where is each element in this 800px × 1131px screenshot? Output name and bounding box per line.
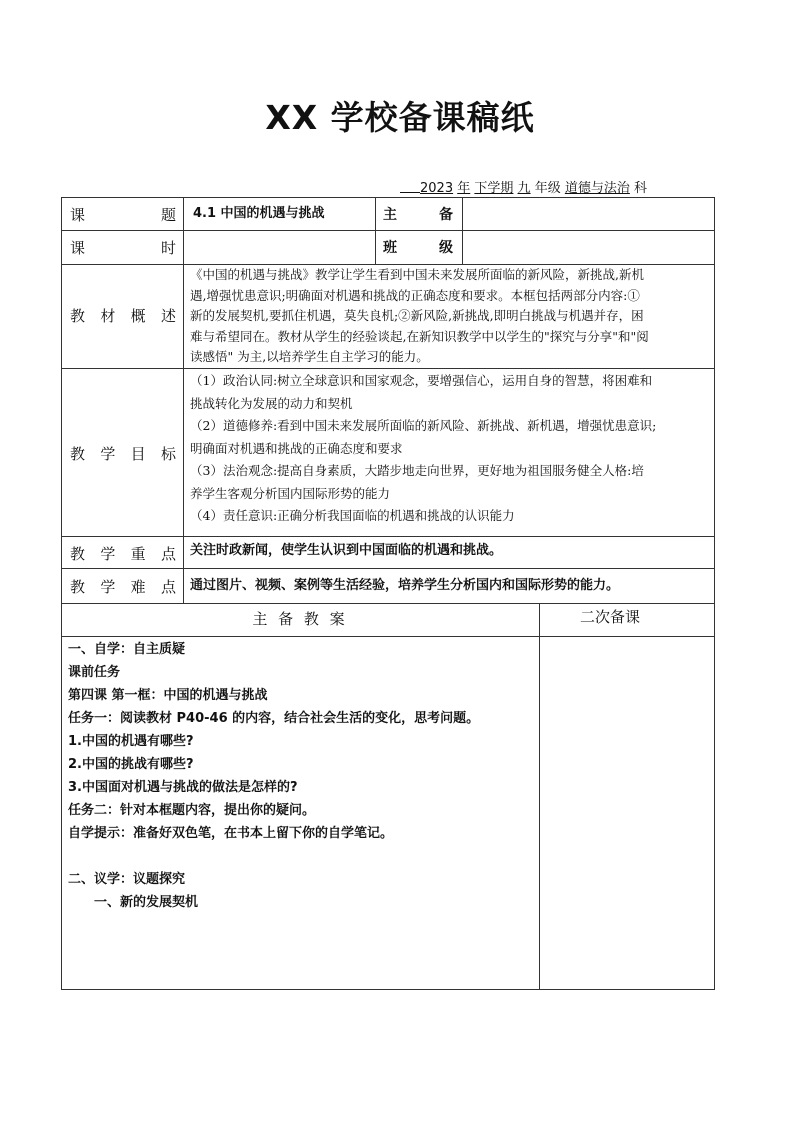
goals-text	[190, 370, 712, 528]
label-char: 课	[70, 239, 86, 257]
label-char: 述	[160, 307, 176, 325]
meta-year: 2023	[420, 181, 454, 196]
plan-line: 第四课 第一框：中国的机遇与挑战	[68, 688, 268, 703]
label-char: 课	[70, 206, 86, 224]
label-topic	[70, 204, 176, 225]
label-char: 学	[100, 445, 116, 463]
label-class	[383, 237, 453, 257]
label-char: 点	[160, 578, 176, 596]
overview-line: 《中国的机遇与挑战》教学让学生看到中国未来发展所面临的新风险，新挑战,新机	[190, 267, 644, 282]
label-key-point	[70, 543, 176, 564]
meta-term: 下学期	[474, 181, 514, 196]
label-char: 目	[130, 445, 146, 463]
goal-line: 挑战转化为发展的动力和契机	[190, 395, 353, 411]
label-goals	[70, 443, 176, 464]
key-point-text: 关注时政新闻，使学生认识到中国面临的机遇和挑战。	[190, 543, 503, 558]
plan-body	[68, 638, 533, 914]
goal-line: （3）法治观念:提高自身素质，大踏步地走向世界，更好地为祖国服务健全人格:培	[190, 463, 644, 478]
plan-line: 自学提示：准备好双色笔，在书本上留下你的自学笔记。	[68, 826, 394, 841]
col-divider	[183, 197, 184, 603]
label-char: 教	[70, 545, 86, 563]
row-divider	[61, 636, 715, 637]
plan-header: 主 备 教 案	[252, 610, 348, 628]
label-char: 级	[439, 240, 453, 256]
label-char: 材	[100, 307, 116, 325]
label-char: 学	[100, 545, 116, 563]
label-char: 班	[383, 240, 397, 256]
row-divider	[61, 230, 715, 231]
row-divider	[61, 368, 715, 369]
plan-line	[68, 845, 533, 868]
label-char: 教	[70, 578, 86, 596]
row-divider	[61, 536, 715, 537]
difficulty-text: 通过图片、视频、案例等生活经验，培养学生分析国内和国际形势的能力。	[190, 578, 620, 593]
overview-line: 读感悟" 为主,以培养学生自主学习的能力。	[190, 349, 429, 364]
col-divider	[375, 197, 376, 264]
goal-line: （4）责任意识:正确分析我国面临的机遇和挑战的认识能力	[190, 508, 515, 523]
meta-year-suffix: 年	[457, 181, 471, 196]
blank-underline	[400, 180, 420, 193]
goal-line: （1）政治认同:树立全球意识和国家观念，要增强信心，运用自身的智慧，将困难和	[190, 373, 653, 388]
page-title: XX 学校备课稿纸	[265, 98, 535, 137]
label-char: 难	[130, 578, 146, 596]
overview-line: 遇,增强忧患意识;明确面对机遇和挑战的正确态度和要求。本框包括两部分内容:①	[190, 287, 640, 303]
goal-line: 明确面对机遇和挑战的正确态度和要求	[190, 440, 403, 456]
label-char: 教	[70, 445, 86, 463]
label-char: 主	[383, 207, 397, 223]
label-char: 概	[130, 307, 146, 325]
label-char: 学	[100, 578, 116, 596]
label-char: 题	[160, 206, 176, 224]
plan-line: 任务一：阅读教材 P40-46 的内容，结合社会生活的变化，思考问题。	[68, 711, 480, 726]
col-divider	[539, 603, 540, 990]
plan-line: 二、议学：议题探究	[68, 872, 186, 887]
label-char: 点	[160, 545, 176, 563]
plan-line: 课前任务	[68, 665, 121, 680]
label-char: 备	[439, 207, 453, 223]
header-meta	[400, 177, 692, 196]
plan-line: 任务二：针对本框题内容，提出你的疑问。	[68, 803, 316, 818]
label-difficulty	[70, 576, 176, 597]
label-period	[70, 237, 176, 258]
label-char: 重	[130, 545, 146, 563]
plan-line: 1.中国的机遇有哪些?	[68, 734, 194, 749]
topic-value: 4.1 中国的机遇与挑战	[193, 206, 325, 221]
goal-line: （2）道德修养:看到中国未来发展所面临的新风险、新挑战、新机遇，增强忧患意识;	[190, 418, 657, 433]
label-char: 标	[160, 445, 176, 463]
plan-line: 2.中国的挑战有哪些?	[68, 757, 194, 772]
label-overview	[70, 305, 176, 326]
meta-grade: 九	[517, 181, 531, 196]
goal-line: 养学生客观分析国内国际形势的能力	[190, 485, 391, 501]
overview-line: 难与希望同在。教材从学生的经验谈起,在新知识教学中以学生的"探究与分享"和"阅	[190, 328, 649, 344]
plan-line: 一、新的发展契机	[68, 895, 199, 910]
meta-grade-suffix: 年级	[534, 181, 561, 196]
label-char: 教	[70, 307, 86, 325]
label-char: 时	[160, 239, 176, 257]
plan-line: 一、自学：自主质疑	[68, 642, 186, 657]
col-divider	[462, 197, 463, 264]
plan-line: 3.中国面对机遇与挑战的做法是怎样的?	[68, 780, 298, 795]
meta-subject-suffix: 科	[634, 181, 648, 196]
overview-line: 新的发展契机,要抓住机遇，莫失良机;②新风险,新挑战,即明白挑战与机遇并存，困	[190, 308, 644, 323]
meta-subject: 道德与法治	[564, 181, 630, 196]
second-prep-header: 二次备课	[579, 608, 640, 626]
row-divider	[61, 568, 715, 569]
row-divider	[61, 603, 715, 604]
overview-text	[190, 265, 712, 368]
label-author	[383, 204, 453, 224]
